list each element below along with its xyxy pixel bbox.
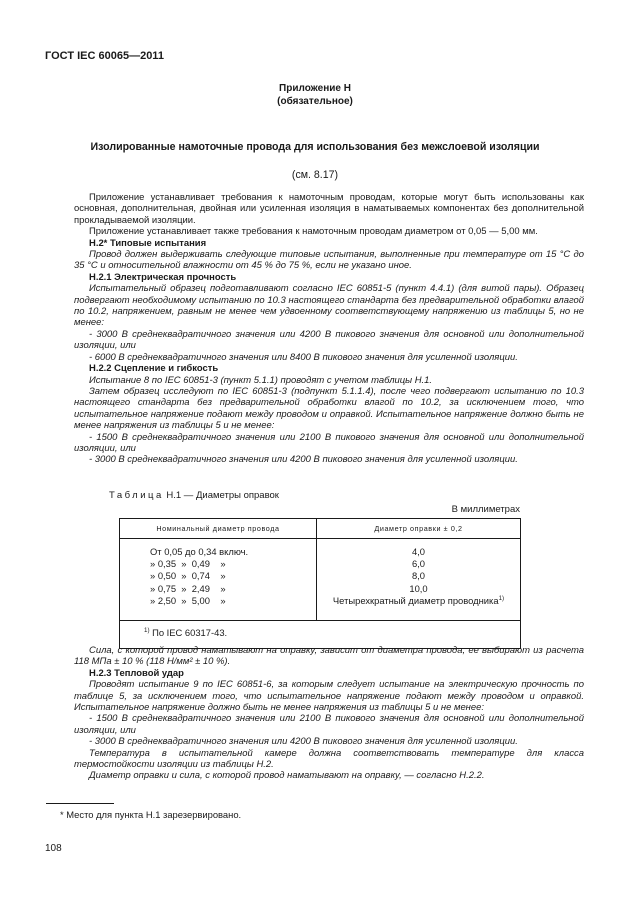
clause-reference: (см. 8.17) [291,169,339,181]
table-header-row [120,519,521,539]
h23-text-2: Температура в испытательной камере должна соответствовать температуре для класса термостойкости изоляции из таблицы Н.2. [74,747,584,771]
h2-text: Провод должен выдерживать следующие типовые испытания, выполненные при температуре от 15 °С до 35 °С и относительной влажности от 45 % до 75 %, если не указано иное. [74,249,584,272]
mandrel-diameter-cell [317,539,521,621]
page-footnote: * Место для пункта Н.1 зарезервировано. [60,809,242,820]
h22-text-1: Испытание 8 по IEC 60851-3 (пункт 5.1.1) проводят с учетом таблицы Н.1. [89,374,433,386]
body-section-2 [74,645,584,782]
mandrel-value: 4,0 [411,546,426,557]
h21-item-2: - 6000 В среднеквадратичного значения или 8400 В пикового значения для усиленной изоляции. [89,351,518,363]
mandrel-value-text: Четырехкратный диаметр проводника [332,594,499,606]
page-number: 108 [45,843,62,854]
col-header-mandrel-diameter: Диаметр оправки ± 0,2 [317,519,521,539]
h22-item-1: - 1500 В среднеквадратичного значения или 2100 В пикового значения для основной или дополнительной изоляции, или [74,431,584,454]
range-row: » 2,50 » 5,00 » [150,594,226,606]
table-units: В миллиметрах [451,504,520,515]
footnote-separator [46,803,114,804]
h23-text-1: Проводят испытание 9 по IEC 60851-6, за которым следует испытание на электрическую прочность по таблице 5, за исключением того, что испытательное напряжение подают между проводом и оправкой. Испытательное напряжение должно быть не менее напряжения из таблицы 5 и не менее: [74,679,584,714]
table-body-row [120,539,521,621]
mandrel-value: 10,0 [409,582,428,594]
heading-h23: Н.2.3 Тепловой удар [89,667,184,679]
table-caption-rest: Н.1 — Диаметры оправок [163,490,279,501]
heading-h21: Н.2.1 Электрическая прочность [89,271,237,283]
h22-text-2: Затем образец исследуют по IEC 60851-3 (подпункт 5.1.1.4), после чего подвергают испытанию по 10.3 настоящего стандарта без предварительной обработки влагой по 10.2, за исключением того, что испытательное напряжение подают между проводом и оправкой. Испытательное напряжение должно быть не менее напряжения из таблицы 5 и не менее: [74,385,584,432]
table-caption-word: Таблица [109,490,164,501]
col-header-wire-diameter: Номинальный диаметр провода [120,519,317,539]
force-text: Сила, с которой провод наматывают на оправку, зависит от диаметра провода, ее выбирают из расчета 118 МПа ± 10 % (118 Н/мм² ± 10 %). [74,645,584,668]
range-row: От 0,05 до 0,34 включ. [150,546,249,557]
h23-item-2: - 3000 В среднеквадратичного значения или 4200 В пикового значения для усиленной изоляции. [89,736,518,748]
intro-paragraph-1: Приложение устанавливает требования к намоточным проводам, которые могут быть использованы как основная, дополнительная, двойная или усиленная изоляция в наматываемых компонентах без дополнительной прокладываемой изоляции. [74,192,584,226]
heading-h2: Н.2* Типовые испытания [89,237,207,249]
standard-header: ГОСТ IEC 60065—2011 [45,50,164,62]
wire-diameter-cell [120,539,317,621]
mandrel-value-last [317,595,520,607]
range-row: » 0,35 » 0,49 » [150,558,226,570]
h21-text: Испытательный образец подготавливают согласно IEC 60851-5 (пункт 4.4.1) (для витой пары). Образец подвергают необходимому испытанию по 10.3 настоящего стандарта без предварительной обработки влагой по 10.2, напряжением, равным не менее чем удвоенному соответствующему напряжению из таблицы 5, но не менее: [74,283,584,329]
range-row: » 0,50 » 0,74 » [150,570,226,582]
h23-item-1: - 1500 В среднеквадратичного значения или 2100 В пикового значения для основной или дополнительной изоляции, или [74,713,584,736]
range-row: » 0,75 » 2,49 » [150,582,226,594]
footnote-text: По IEC 60317-43. [149,627,228,638]
body-section-1 [74,192,584,466]
h22-item-2: - 3000 В среднеквадратичного значения или 4200 В пикового значения для усиленной изоляции. [89,454,518,466]
note-mark: 1) [498,594,505,602]
mandrel-value: 8,0 [411,570,426,582]
mandrel-diameter-table [119,518,521,649]
appendix-status: (обязательное) [277,96,353,107]
heading-h22: Н.2.2 Сцепление и гибкость [89,363,219,375]
h23-text-3: Диаметр оправки и сила, с которой провод наматывают на оправку, — согласно Н.2.2. [89,770,485,782]
intro-paragraph-2: Приложение устанавливает также требования к намоточным проводам диаметром от 0,05 — 5,00 мм. [89,226,538,238]
appendix-heading [0,82,630,108]
mandrel-value: 6,0 [411,558,426,570]
footnote-mark: 1) [144,627,150,634]
h21-item-1: - 3000 В среднеквадратичного значения или 4200 В пикового значения для основной или дополнительной изоляции, или [74,328,584,352]
main-title: Изолированные намоточные провода для использования без межслоевой изоляции [90,141,540,153]
table-caption [109,490,279,501]
appendix-title: Приложение Н [279,83,351,94]
